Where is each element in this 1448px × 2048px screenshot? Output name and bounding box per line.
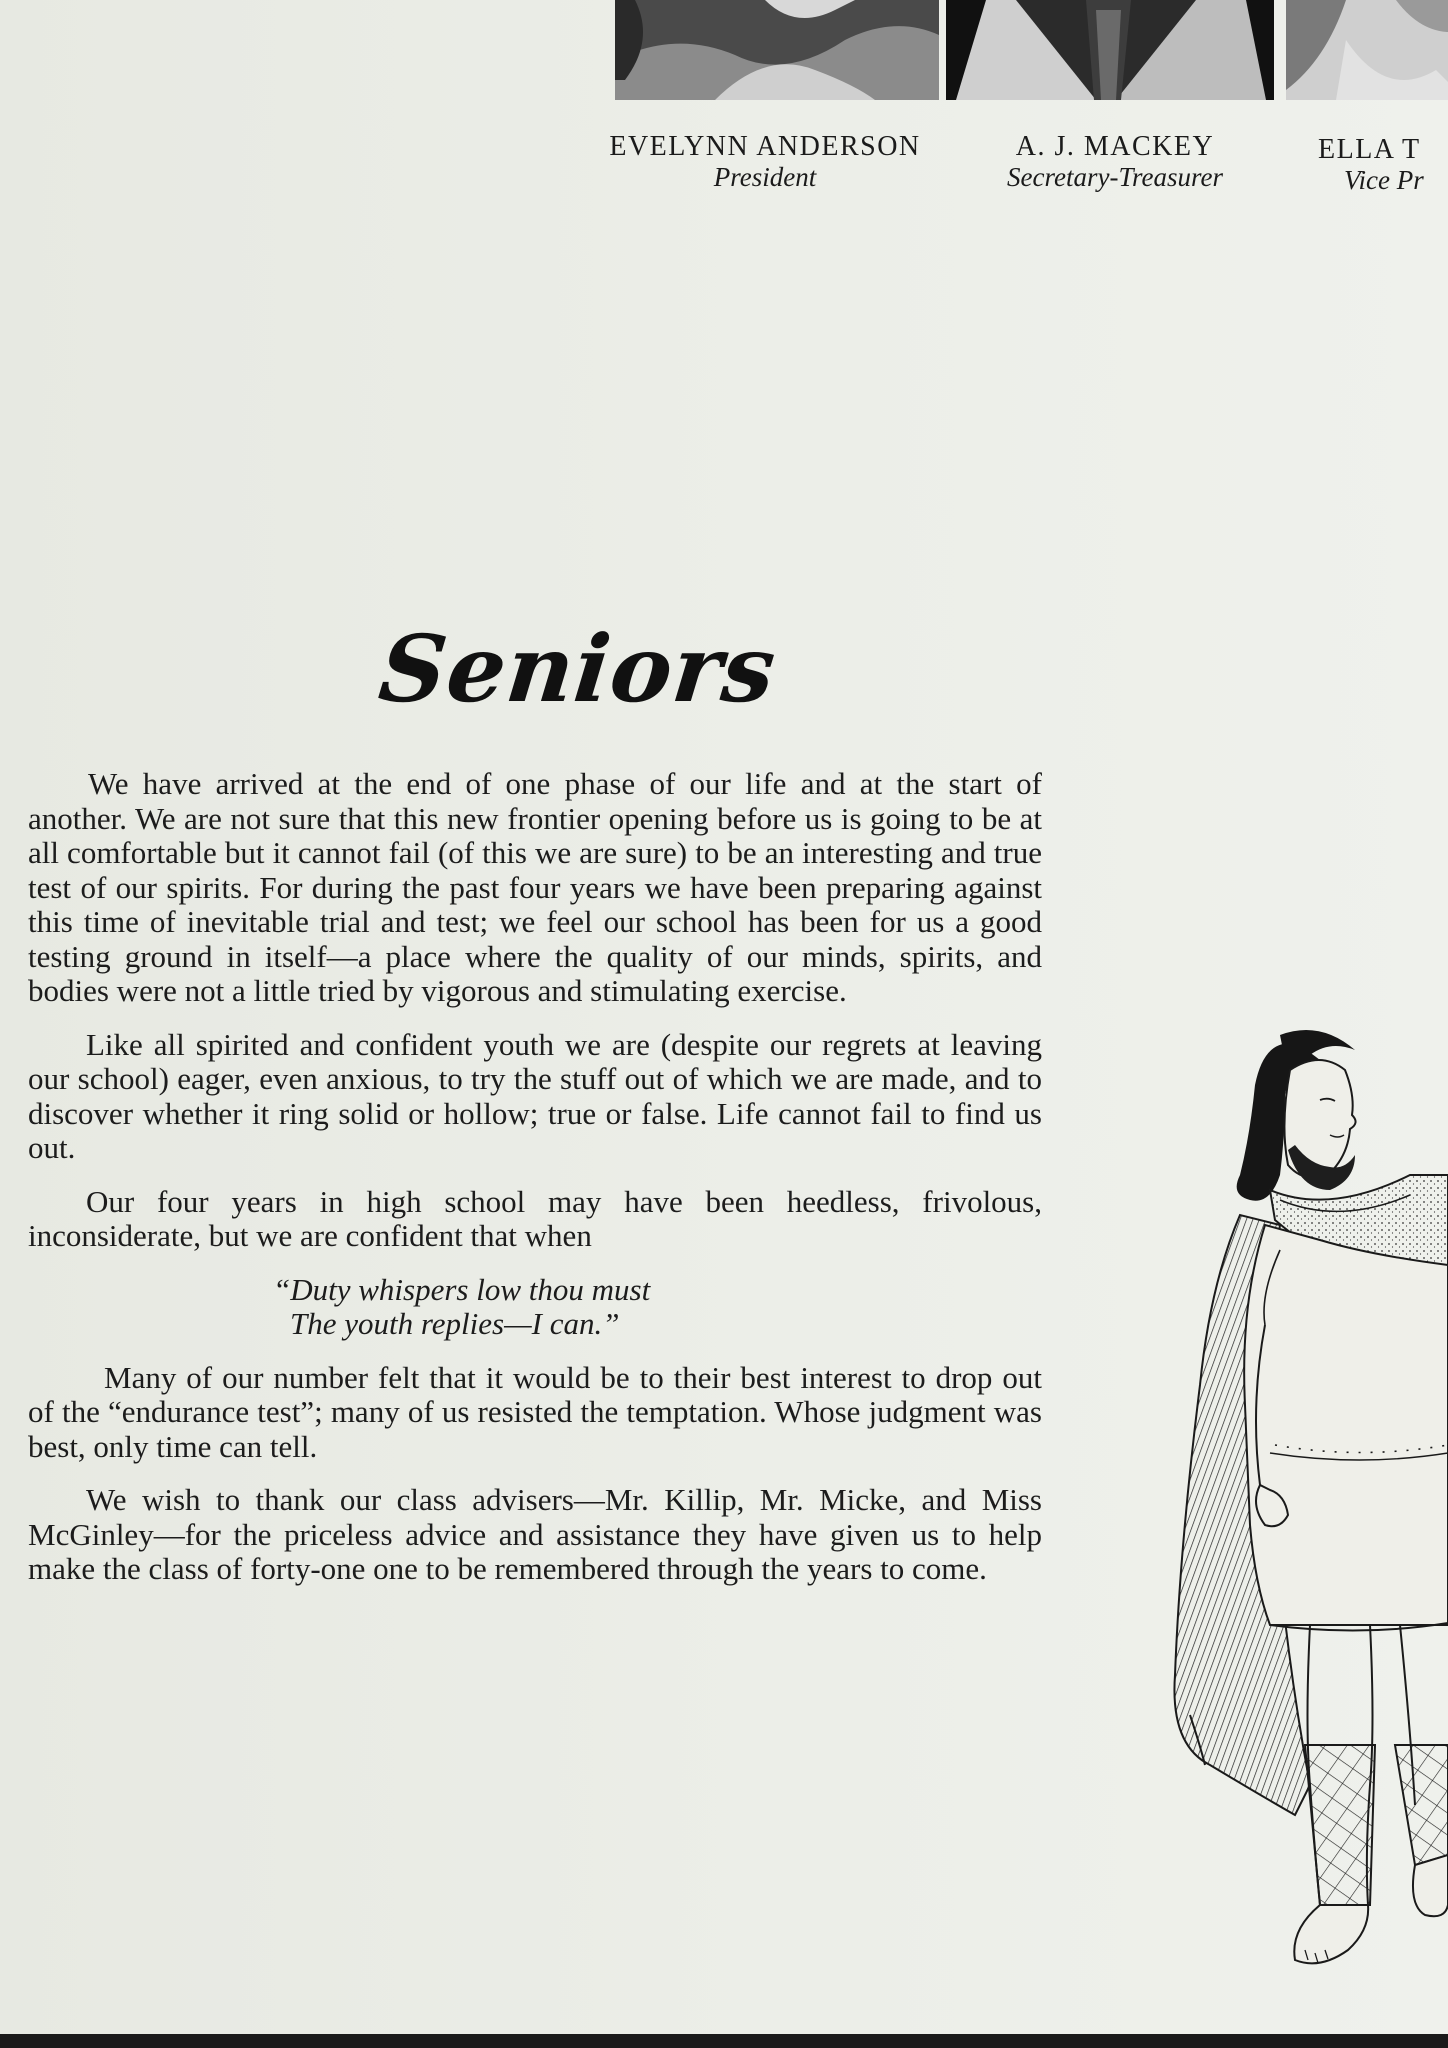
officer-caption-anderson [590,132,940,192]
officer-name: ELLA T [1318,134,1421,165]
section-heading: Seniors [374,615,782,723]
paragraph: We wish to thank our class advisers—Mr. Killip, Mr. Micke, and Miss McGinley—for the priceless advice and assistance they have given us to help make the class of forty-one one to be remembered through the years to come. [28,1482,1042,1586]
verse-quote [28,1273,1042,1342]
officer-caption-ella [1318,135,1448,195]
verse-line: “Duty whispers low thou must [273,1271,651,1307]
officer-photo-anderson [615,0,939,100]
officer-caption-mackey [965,132,1265,192]
body-text [28,767,1042,1606]
paragraph: Many of our number felt that it would be to their best interest to drop out of the “endurance test”; many of us resisted the temptation. Whose judgment was best, only time can tell. [28,1359,1042,1464]
paragraph: Our four years in high school may have been heedless, frivolous, inconsiderate, but we are confident that when [28,1183,1042,1253]
officer-role: President [713,162,817,192]
youth-figure-illustration [1170,1025,1448,1985]
officer-role: Secretary-Treasurer [1007,162,1223,192]
verse-line: The youth replies—I can.” [290,1306,620,1341]
paragraph: We have arrived at the end of one phase of our life and at the start of another. We are not sure that this new frontier opening before us is going to be at all comfortable but it cannot fail (of this we are sure) to be an interesting and true test of our spirits. For during the past four years we have been preparing against this time of inevitable trial and test; we feel our school has been for us a good testing ground in itself—a place where the quality of our minds, spirits, and bodies were not a little tried by vigorous and stimulating exercise. [28,766,1042,1008]
officer-photo-mackey [946,0,1274,100]
officer-role: Vice Pr [1344,165,1424,195]
officer-name: A. J. MACKEY [1015,131,1215,162]
paragraph: Like all spirited and confident youth we are (despite our regrets at leaving our school) eager, even anxious, to try the stuff out of which we are made, and to discover whether it ring solid or hollow; true or false. Life cannot fail to find us out. [28,1026,1042,1165]
officer-name: EVELYNN ANDERSON [609,131,921,162]
officer-photo-ella [1286,0,1448,100]
